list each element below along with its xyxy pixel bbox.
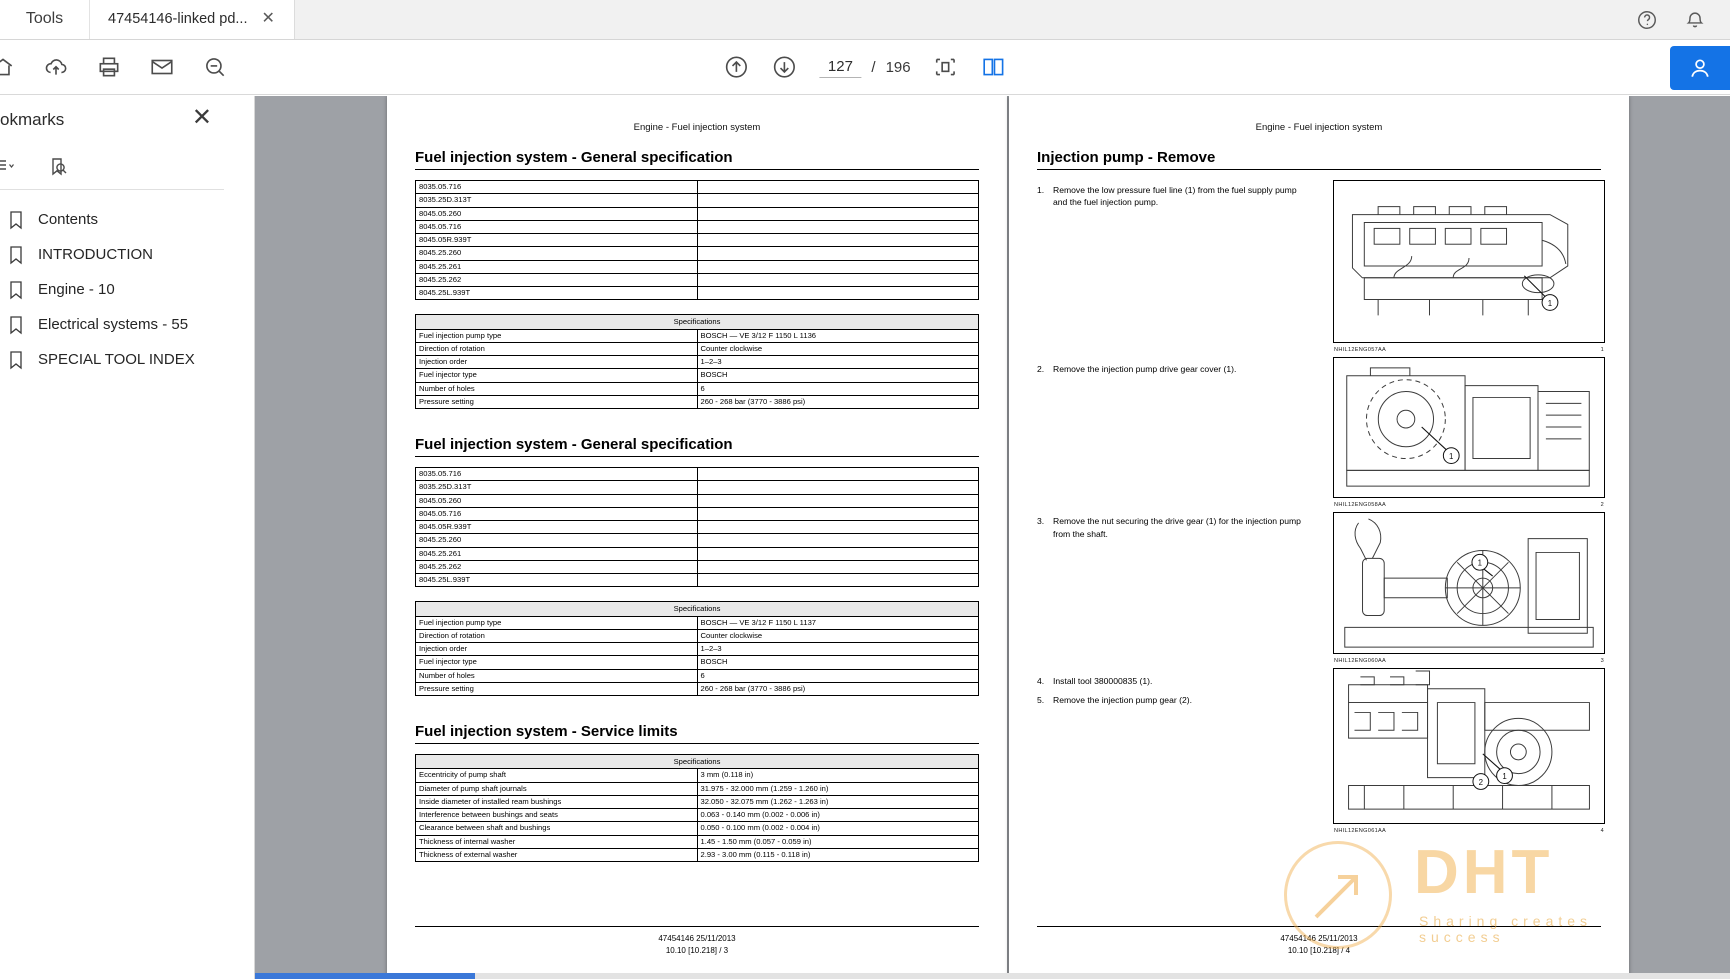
bookmarks-panel [0,96,255,979]
help-circle-icon[interactable] [1636,9,1658,31]
table-row: 8045.25.261 [416,547,979,560]
step-text: Remove the injection pump drive gear cover (1). [1053,363,1237,374]
table-row: 8045.25.262 [416,273,979,286]
figure-number: 2 [1600,502,1604,508]
table-row: Clearance between shaft and bushings 0.050 - 0.100 mm (0.002 - 0.004 in) [416,822,979,835]
watermark-subtext: Sharing creates success [1419,913,1593,945]
toolbar-right-group [1670,40,1730,95]
main-toolbar [0,40,1730,95]
bookmark-icon [8,350,24,370]
table-row: 8045.25L.939T [416,574,979,587]
table-row: Pressure setting 260 - 268 bar (3770 - 3886 psi) [416,395,979,408]
figure-4-illustration [1334,669,1604,823]
two-page-view-icon[interactable] [981,54,1007,80]
watermark-text: DHT [1414,838,1554,907]
bookmark-icon [8,245,24,265]
table-row: Fuel injection pump type BOSCH — VE 3/12 F 1150 L 1137 [416,616,979,629]
horizontal-scrollbar[interactable] [255,973,1730,979]
procedure-step [1037,694,1307,706]
page-footer-left [415,926,979,957]
specifications-table-2 [415,601,979,696]
bookmarks-panel-title: okmarks [0,110,65,129]
page-running-header: Engine - Fuel injection system [633,122,761,133]
arrow-down-circle-icon[interactable] [771,54,797,80]
page-indicator [819,56,910,78]
footer-line-2: 10.10 [10.218] / 4 [1287,946,1351,955]
figure-code: NHIL12ENG060AA [1334,658,1387,664]
bookmark-label: Engine - 10 [38,281,115,298]
table-row: Diameter of pump shaft journals 31.975 - 32.000 mm (1.259 - 1.260 in) [416,782,979,795]
table-row: 8035.25D.313T [416,481,979,494]
table-row: Number of holes 6 [416,382,979,395]
table-row: Direction of rotation Counter clockwise [416,629,979,642]
print-icon[interactable] [96,54,122,80]
figure-nut-removal [1333,512,1605,664]
specifications-table-1 [415,314,979,409]
page-separator: / [871,58,876,76]
svg-text:1: 1 [1449,452,1454,462]
step-text: Remove the injection pump gear (2). [1053,694,1193,705]
section-title: Fuel injection system - General specification [415,149,733,166]
email-icon[interactable] [149,54,175,80]
section-rule [415,169,979,170]
table-row: 8045.25.261 [416,260,979,273]
model-code-table-2 [415,467,979,587]
bookmark-label: Electrical systems - 55 [38,316,189,333]
bookmark-icon [8,210,24,230]
figure-2-illustration [1334,358,1604,497]
step-number: 4. [1037,676,1045,687]
table-row: 8035.05.716 [416,468,979,481]
tab-bar [0,0,1730,40]
bookmark-label: SPECIAL TOOL INDEX [38,351,195,368]
home-icon[interactable] [0,54,16,80]
svg-text:1: 1 [1502,772,1507,782]
table-row: 8045.05.716 [416,220,979,233]
figure-code: NHIL12ENG058AA [1334,502,1387,508]
scrollbar-thumb[interactable] [255,973,475,979]
notification-bell-icon[interactable] [1684,9,1706,31]
table-header-row: Specifications [416,315,979,329]
table-row: 8045.05.716 [416,507,979,520]
figure-code: NHIL12ENG061AA [1334,828,1387,834]
section-title: Fuel injection system - General specification [415,436,733,453]
svg-text:1: 1 [1547,298,1553,308]
table-row: 8035.25D.313T [416,194,979,207]
user-account-icon[interactable] [1670,46,1730,90]
figure-caption [1334,658,1604,664]
procedure-step [1037,675,1307,687]
step-text: Install tool 380000835 (1). [1053,676,1153,687]
table-row: Fuel injector type BOSCH [416,656,979,669]
table-row: Number of holes 6 [416,669,979,682]
bookmark-list [0,190,254,377]
bookmark-icon [8,315,24,335]
footer-line-1: 47454146 25/11/2013 [1280,934,1358,943]
section-rule [415,743,979,744]
bookmark-options-icon[interactable] [0,155,16,179]
section-title: Fuel injection system - Service limits [415,723,678,740]
document-tab-label: 47454146-linked pd... [108,11,248,27]
page-number-input[interactable] [819,56,861,78]
figure-number: 4 [1600,828,1604,834]
section-title: Injection pump - Remove [1037,149,1216,166]
table-row: Thickness of internal washer 1.45 - 1.50 mm (0.057 - 0.059 in) [416,835,979,848]
page-footer-right [1037,926,1601,957]
cloud-upload-icon[interactable] [43,54,69,80]
document-page-right [1009,96,1629,979]
footer-line-2: 10.10 [10.218] / 3 [665,946,729,955]
tab-bar-right-actions [1636,9,1730,39]
tools-tab-label: Tools [25,10,64,27]
figure-caption [1334,828,1604,834]
figure-column [1333,180,1605,838]
figure-caption [1334,347,1604,353]
zoom-search-icon[interactable] [202,54,228,80]
find-bookmark-icon[interactable] [46,155,70,179]
table-row: Eccentricity of pump shaft 3 mm (0.118 in) [416,769,979,782]
table-row: 8045.25L.939T [416,287,979,300]
table-row: 8045.05R.939T [416,521,979,534]
table-row: Fuel injector type BOSCH [416,369,979,382]
bookmark-item-contents[interactable] [0,202,254,237]
section-rule [415,456,979,457]
figure-pump-gear-tool [1333,668,1605,834]
footer-line-1: 47454146 25/11/2013 [658,934,736,943]
procedure-step [1037,515,1307,540]
page-running-header: Engine - Fuel injection system [1255,122,1383,133]
figure-1-illustration [1334,181,1604,342]
bookmark-label: Contents [38,211,99,228]
table-row: Injection order 1–2–3 [416,356,979,369]
table-row: Direction of rotation Counter clockwise [416,342,979,355]
figure-number: 3 [1600,658,1604,664]
table-row: Fuel injection pump type BOSCH — VE 3/12 F 1150 L 1136 [416,329,979,342]
total-pages-label: 196 [885,58,911,76]
table-header-row: Specifications [416,755,979,769]
document-tab[interactable] [90,0,295,39]
close-tab-icon[interactable]: ✕ [261,10,275,27]
table-row: Interference between bushings and seats 0.063 - 0.140 mm (0.002 - 0.006 in) [416,809,979,822]
table-row: 8045.05.260 [416,494,979,507]
figure-caption [1334,502,1604,508]
procedure-step [1037,184,1307,209]
fit-page-icon[interactable] [933,54,959,80]
step-number: 2. [1037,363,1045,374]
table-row: 8045.25.260 [416,247,979,260]
bookmark-item-special-tool-index[interactable] [0,342,254,377]
figure-3-illustration [1334,513,1604,653]
bookmark-label: INTRODUCTION [38,246,153,263]
table-row: 8035.05.716 [416,181,979,194]
step-number: 3. [1037,516,1045,527]
document-page-left [387,96,1007,979]
toolbar-left-group [0,54,228,80]
step-number: 5. [1037,694,1045,705]
step-text: Remove the nut securing the drive gear (1) for the injection pump from the shaft. [1053,516,1301,539]
table-row: Thickness of external washer 2.93 - 3.00 mm (0.115 - 0.118 in) [416,848,979,861]
step-number: 1. [1037,185,1045,195]
figure-drive-gear-cover [1333,357,1605,508]
table-row: Injection order 1–2–3 [416,643,979,656]
table-row: 8045.05.260 [416,207,979,220]
bookmarks-panel-toolbar [0,144,224,190]
arrow-up-circle-icon[interactable] [723,54,749,80]
figure-engine-fuel-line [1333,180,1605,353]
bookmarks-panel-header [0,96,254,144]
figure-number: 1 [1600,347,1604,353]
table-row: Pressure setting 260 - 268 bar (3770 - 3886 psi) [416,682,979,695]
table-row: 8045.25.260 [416,534,979,547]
table-row: Inside diameter of installed ream bushings 32.050 - 32.075 mm (1.262 - 1.263 in) [416,795,979,808]
section-rule [1037,169,1601,170]
table-row: 8045.05R.939T [416,234,979,247]
close-panel-icon[interactable]: ✕ [191,104,212,131]
bookmark-item-engine[interactable] [0,272,254,307]
bookmark-icon [8,280,24,300]
step-text: Remove the low pressure fuel line (1) from the fuel supply pump and the fuel injection pump. [1053,185,1297,208]
bookmark-item-electrical-systems[interactable] [0,307,254,342]
document-viewport[interactable] [255,96,1730,979]
table-header-row: Specifications [416,602,979,616]
toolbar-page-navigation [723,54,1006,80]
figure-code: NHIL12ENG057AA [1334,347,1387,353]
svg-text:1: 1 [1477,558,1483,568]
procedure-step [1037,363,1307,375]
tools-tab[interactable] [0,0,90,39]
procedure-steps [1037,184,1307,712]
svg-text:2: 2 [1478,777,1484,787]
model-code-table-1 [415,180,979,300]
service-limits-table [415,754,979,862]
table-row: 8045.25.262 [416,560,979,573]
bookmark-item-introduction[interactable] [0,237,254,272]
